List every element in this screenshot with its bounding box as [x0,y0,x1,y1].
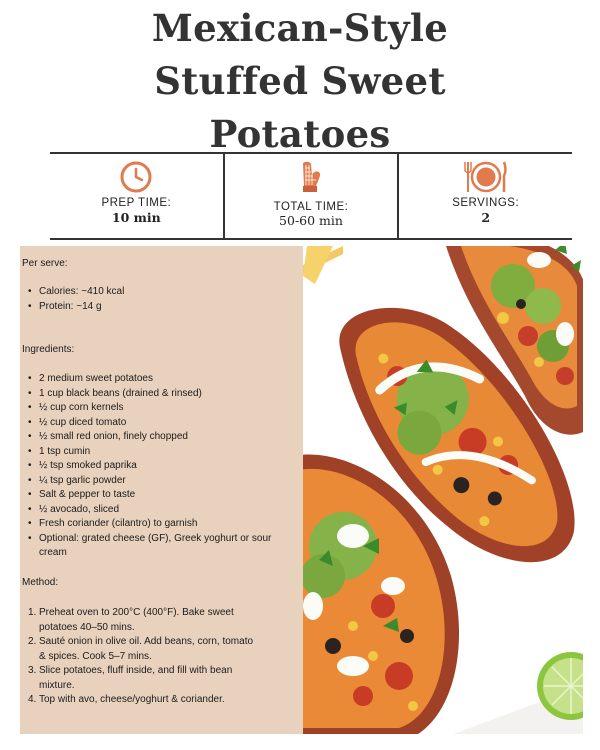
method-step [20,693,290,708]
title-line: Mexican-Style [151,6,449,50]
step-number: 2. [28,636,37,647]
step-text: Top with avo, cheese/yoghurt & coriander. [39,694,225,705]
list-item: • ½ small red onion, finely chopped [20,430,295,445]
title-line: Potatoes [209,112,391,156]
list-item: • ½ cup corn kernels [20,401,295,416]
step-text: potatoes 40–50 mins. [39,621,135,633]
list-item: • ½ cup diced tomato [20,416,295,431]
prep-time-label: PREP TIME: [101,197,172,209]
list-item: • Calories: ~410 kcal [20,285,295,300]
method-step [20,664,290,693]
step-text: mixture. [39,679,75,691]
step-text: Sauté onion in olive oil. Add beans, corn, tomato [39,636,254,647]
list-item [20,532,295,561]
list-item: • 1 cup black beans (drained & rinsed) [20,387,295,402]
step-number: 4. [28,694,37,705]
total-time-stat [223,154,398,238]
method-heading: Method: [22,577,59,588]
servings-stat [397,154,572,238]
method-step [20,606,290,635]
servings-value: 2 [481,210,491,225]
list-item: • ½ avocado, sliced [20,503,295,518]
oven-mitt-icon [294,160,328,201]
recipe-text-panel [20,246,303,734]
list-item-text: Optional: grated cheese (GF), Greek yoghurt or sour [39,532,272,544]
title-line: Stuffed Sweet [154,59,446,103]
clock-icon [119,160,153,199]
step-text: Slice potatoes, fluff inside, and fill with bean [39,665,233,676]
list-item: • 1 tsp cumin [20,445,295,460]
total-time-value: 50-60 min [279,213,343,228]
list-item: • Fresh coriander (cilantro) to garnish [20,517,295,532]
step-text: & spices. Cook 5–7 mins. [39,650,152,662]
nutrition-heading: Per serve: [22,258,68,269]
page-title [0,2,600,161]
servings-label: SERVINGS: [452,197,520,209]
method-list [20,606,290,708]
step-number: 3. [28,665,37,676]
list-item-text: cream [39,547,67,558]
plate-cutlery-icon [463,160,509,199]
prep-time-value: 10 min [111,210,161,225]
total-time-label: TOTAL TIME: [273,201,349,213]
step-number: 1. [28,607,37,618]
method-step [20,635,290,664]
list-item: • Protein: ~14 g [20,300,295,315]
list-item: • 2 medium sweet potatoes [20,372,295,387]
nutrition-list [20,285,295,314]
ingredients-list [20,372,295,561]
list-item: • ½ tsp smoked paprika [20,459,295,474]
list-item: • Salt & pepper to taste [20,488,295,503]
ingredients-heading: Ingredients: [22,344,75,355]
stuffed-potatoes-photo [303,246,583,734]
list-item: • ¼ tsp garlic powder [20,474,295,489]
recipe-stats-bar [50,152,572,240]
prep-time-stat [50,154,223,238]
step-text: Preheat oven to 200°C (400°F). Bake sweet [39,607,234,618]
